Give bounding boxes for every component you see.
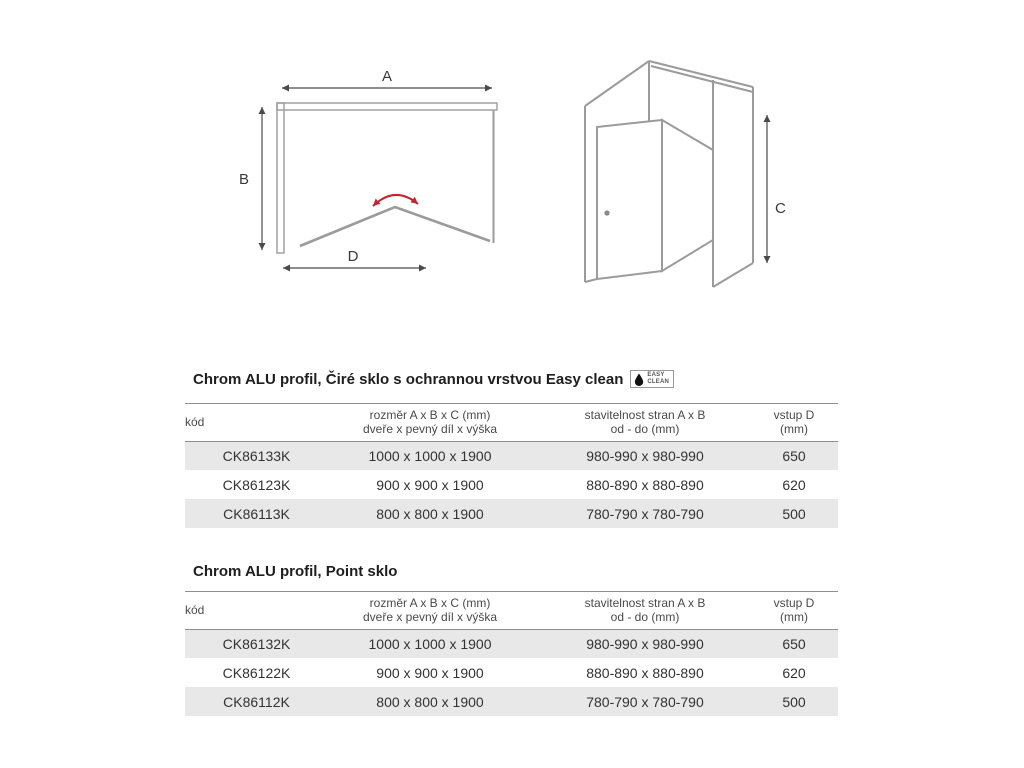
cell-stavitelnost: 780-790 x 780-790 [586,693,704,710]
right-bottom-edge [713,263,753,287]
cell-kod: CK86113K [223,505,290,522]
cell-kod: CK86132K [222,636,291,653]
section-title-point-sklo [193,563,397,580]
cell-stavitelnost: 880-890 x 880-890 [586,664,704,681]
col-header-line: stavitelnost stran A x B [584,596,706,610]
easy-clean-badge-text [647,372,669,385]
cell-vstup: 500 [782,505,806,522]
col-header-line: dveře x pevný díl x výška [362,422,498,437]
table-header-row [185,404,838,442]
dimension-label-b: B [238,171,250,188]
dimension-label-a: A [381,68,393,85]
col-header-kod: kód [185,415,205,430]
col-header-line: vstup D [773,408,815,422]
water-drop-icon [634,373,644,386]
col-header-rozmer [320,404,540,442]
open-doors-line [300,207,490,246]
table-row [185,499,838,528]
col-header-line: od - do (mm) [610,610,680,625]
cell-rozmer: 1000 x 1000 x 1900 [368,636,492,653]
door-swing-arrow [373,195,418,206]
col-header-vstup [750,592,838,630]
cell-kod: CK86133K [222,448,291,465]
table-body [185,629,838,716]
badge-line2: CLEAN [647,379,670,385]
col-header-line: od - do (mm) [610,422,680,437]
col-header-line: rozměr A x B x C (mm) [369,408,491,422]
cell-stavitelnost: 880-890 x 880-890 [586,476,704,493]
cell-rozmer: 1000 x 1000 x 1900 [368,448,492,465]
table-body [185,441,838,528]
cell-stavitelnost: 980-990 x 980-990 [586,636,704,653]
col-header-kod: kód [185,603,205,618]
top-rail-outer [649,61,753,87]
cell-vstup: 620 [782,476,806,493]
back-top-edge [585,61,649,106]
easy-clean-badge [630,370,674,388]
col-header-stavitelnost [540,404,750,442]
cell-rozmer: 800 x 800 x 1900 [376,693,484,710]
cell-kod: CK86122K [222,664,291,681]
technical-diagrams [230,50,800,310]
bottom-left-edge [585,279,597,282]
table-header-row [185,592,838,630]
spec-table-point-sklo [185,591,838,716]
plan-view-diagram [277,103,497,253]
col-header-line: rozměr A x B x C (mm) [369,596,491,610]
door-handle [604,210,609,215]
col-header-vstup [750,404,838,442]
door-front-panel [597,120,662,279]
col-header-line: (mm) [780,610,808,625]
table-row [185,629,838,658]
spec-table-easy-clean [185,403,838,528]
cell-kod: CK86123K [222,476,291,493]
top-rail-inner [651,66,753,92]
section-title-easy-clean [193,370,674,388]
cell-rozmer: 800 x 800 x 1900 [376,505,484,522]
dimension-label-c: C [775,200,786,217]
dimension-label-d: D [347,248,359,265]
table-row [185,470,838,499]
table-row [185,441,838,470]
col-header-line: vstup D [773,596,815,610]
cell-vstup: 500 [782,693,806,710]
cell-vstup: 620 [782,664,806,681]
left-fixed-panel [277,103,284,253]
col-header-line: (mm) [780,422,808,437]
cell-vstup: 650 [782,636,806,653]
table-row [185,658,838,687]
section-title-text: Chrom ALU profil, Point sklo [193,563,398,580]
section-title-text: Chrom ALU profil, Čiré sklo s ochrannou vrstvou Easy clean [193,370,624,388]
col-header-line: dveře x pevný díl x výška [362,610,498,625]
col-header-stavitelnost [540,592,750,630]
cell-kod: CK86112K [223,693,290,710]
perspective-view-diagram [585,61,753,287]
table-row [185,687,838,716]
cell-rozmer: 900 x 900 x 1900 [376,476,484,493]
col-header-rozmer [320,592,540,630]
cell-stavitelnost: 780-790 x 780-790 [586,505,704,522]
cell-stavitelnost: 980-990 x 980-990 [586,448,704,465]
door-fold-panel [662,120,713,271]
cell-rozmer: 900 x 900 x 1900 [376,664,484,681]
col-header-line: stavitelnost stran A x B [584,408,706,422]
top-fixed-panel [277,103,497,110]
cell-vstup: 650 [782,448,806,465]
table-head [185,592,838,630]
table-head [185,404,838,442]
badge-line1: EASY [647,372,665,379]
